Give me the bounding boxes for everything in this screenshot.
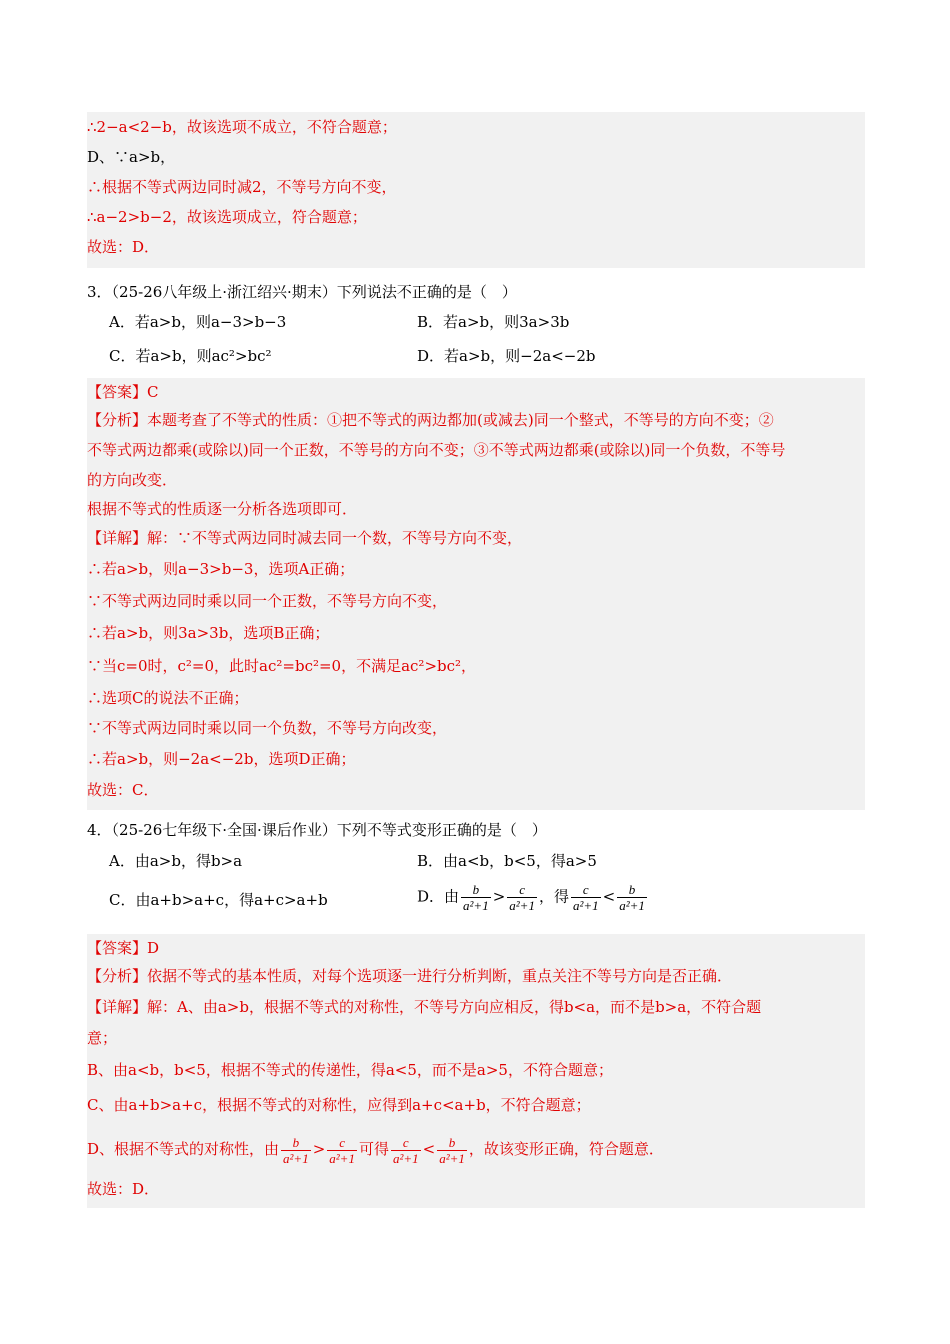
q3-detail-line: 【详解】解：∵不等式两边同时减去同一个数，不等号方向不变， xyxy=(87,529,523,547)
q4-detail-frac: $\frac{b}{\text{a²+1}}$ xyxy=(283,1134,309,1166)
q3-detail-line: ∵不等式两边同时乘以同一个负数，不等号方向改变， xyxy=(87,719,448,737)
q4-detail-op: > xyxy=(312,1140,326,1158)
q3-choose: 故选：C． xyxy=(87,781,159,799)
q3-analysis-line: 的方向改变． xyxy=(87,471,178,489)
q4-option-d-frac-b: $\frac{b}{\text{a²+1}}$ xyxy=(463,882,489,913)
prev-solution-line: ∴根据不等式两边同时减2，不等号方向不变， xyxy=(87,178,397,196)
q4-option-d-op: < xyxy=(602,887,616,906)
prev-solution-block xyxy=(87,112,865,268)
q4-options-row-1 xyxy=(87,844,865,876)
q4-detail-line-d xyxy=(87,1124,865,1176)
q3-detail-line: ∴若a>b，则3a>3b，选项B正确； xyxy=(87,624,330,642)
q3-solution-block xyxy=(87,378,865,810)
q3-detail-line: ∵不等式两边同时乘以同一个正数，不等号方向不变， xyxy=(87,592,448,610)
q3-option-b: B．若a>b，则3a>3b xyxy=(417,313,570,331)
q4-detail-d-suffix: ，故该变形正确，符合题意． xyxy=(468,1140,664,1158)
prev-solution-line: ∴2−a<2−b，故该选项不成立，不符合题意； xyxy=(87,118,397,136)
q3-detail-line: ∴若a>b，则−2a<−2b，选项D正确； xyxy=(87,750,356,768)
q4-option-d-frac-b2: $\frac{b}{\text{a²+1}}$ xyxy=(619,882,645,913)
q4-detail-frac: $\frac{b}{\text{a²+1}}$ xyxy=(439,1134,465,1166)
q3-detail-line: ∴若a>b，则a−3>b−3，选项A正确； xyxy=(87,560,355,578)
question-3-header: 3．（25-26八年级上·浙江绍兴·期末）下列说法不正确的是（ ） xyxy=(87,283,517,301)
q3-detail-line: ∴选项C的说法不正确； xyxy=(87,689,249,707)
q3-option-a: A．若a>b，则a−3>b−3 xyxy=(109,313,287,331)
q4-option-d-frac-c: $\frac{c}{\text{a²+1}}$ xyxy=(509,882,535,913)
q4-options-row-2 xyxy=(87,876,865,928)
question-4-header: 4．（25-26七年级下·全国·课后作业）下列不等式变形正确的是（ ） xyxy=(87,821,547,839)
page-content xyxy=(87,112,865,1208)
q3-option-d: D．若a>b，则−2a<−2b xyxy=(417,347,596,365)
q4-detail-frac: $\frac{c}{\text{a²+1}}$ xyxy=(392,1134,419,1166)
prev-solution-line: 故选：D． xyxy=(87,238,160,256)
q3-analysis-line: 根据不等式的性质逐一分析各选项即可． xyxy=(87,500,358,518)
q4-analysis: 【分析】依据不等式的基本性质，对每个选项逐一进行分析判断，重点关注不等号方向是否正确． xyxy=(87,967,733,985)
q3-analysis-line: 不等式两边都乘(或除以)同一个正数，不等号的方向不变；③不等式两边都乘(或除以)同一个负数，不等号 xyxy=(87,441,786,459)
q4-detail-d-prefix: D、根据不等式的对称性，由 xyxy=(87,1140,280,1158)
q4-option-d-mid: ，得 xyxy=(538,887,569,906)
q4-answer: 【答案】D xyxy=(87,939,160,957)
prev-solution-line: D、∵a>b， xyxy=(87,148,176,166)
q4-choose: 故选：D． xyxy=(87,1180,160,1198)
q4-detail-line: 【详解】解：A、由a>b，根据不等式的对称性，不等号方向应相反，得b<a，而不是b>a，不符合题 xyxy=(87,998,762,1016)
q4-option-c: C．由a+b>a+c，得a+c>a+b xyxy=(109,891,328,909)
q4-detail-frac: $\frac{c}{\text{a²+1}}$ xyxy=(329,1134,355,1166)
q4-option-a: A．由a>b，得b>a xyxy=(109,852,243,870)
q4-detail-line: C、由a+b>a+c，根据不等式的对称性，应得到a+c<a+b，不符合题意； xyxy=(87,1096,591,1114)
q4-option-b: B．由a<b，b<5，得a>5 xyxy=(417,852,597,870)
q3-detail-line: ∵当c=0时，c²=0，此时ac²=bc²=0，不满足ac²>bc²， xyxy=(87,657,477,675)
q4-detail-line: B、由a<b，b<5，根据不等式的传递性，得a<5，而不是a>5，不符合题意； xyxy=(87,1061,613,1079)
q4-solution-block xyxy=(87,934,865,1208)
q4-option-d-label: D．由 xyxy=(417,887,460,906)
q3-option-c: C．若a>b，则ac²>bc² xyxy=(109,347,272,365)
q4-option-d xyxy=(417,882,649,913)
q3-options-row-2 xyxy=(87,339,865,373)
q4-option-d-op: > xyxy=(492,887,506,906)
q4-detail-op: < xyxy=(422,1140,436,1158)
q3-answer: 【答案】C xyxy=(87,383,159,401)
q3-options-row-1 xyxy=(87,305,865,339)
q4-detail-line: 意； xyxy=(87,1029,118,1047)
q4-option-d-frac-c2: $\frac{c}{\text{a²+1}}$ xyxy=(572,882,599,913)
q3-analysis-line: 【分析】本题考查了不等式的性质：①把不等式的两边都加(或减去)同一个整式，不等号的方向不变；② xyxy=(87,411,774,429)
prev-solution-line: ∴a−2>b−2，故该选项成立，符合题意； xyxy=(87,208,367,226)
q4-detail-d-mid: 可得 xyxy=(358,1140,389,1158)
